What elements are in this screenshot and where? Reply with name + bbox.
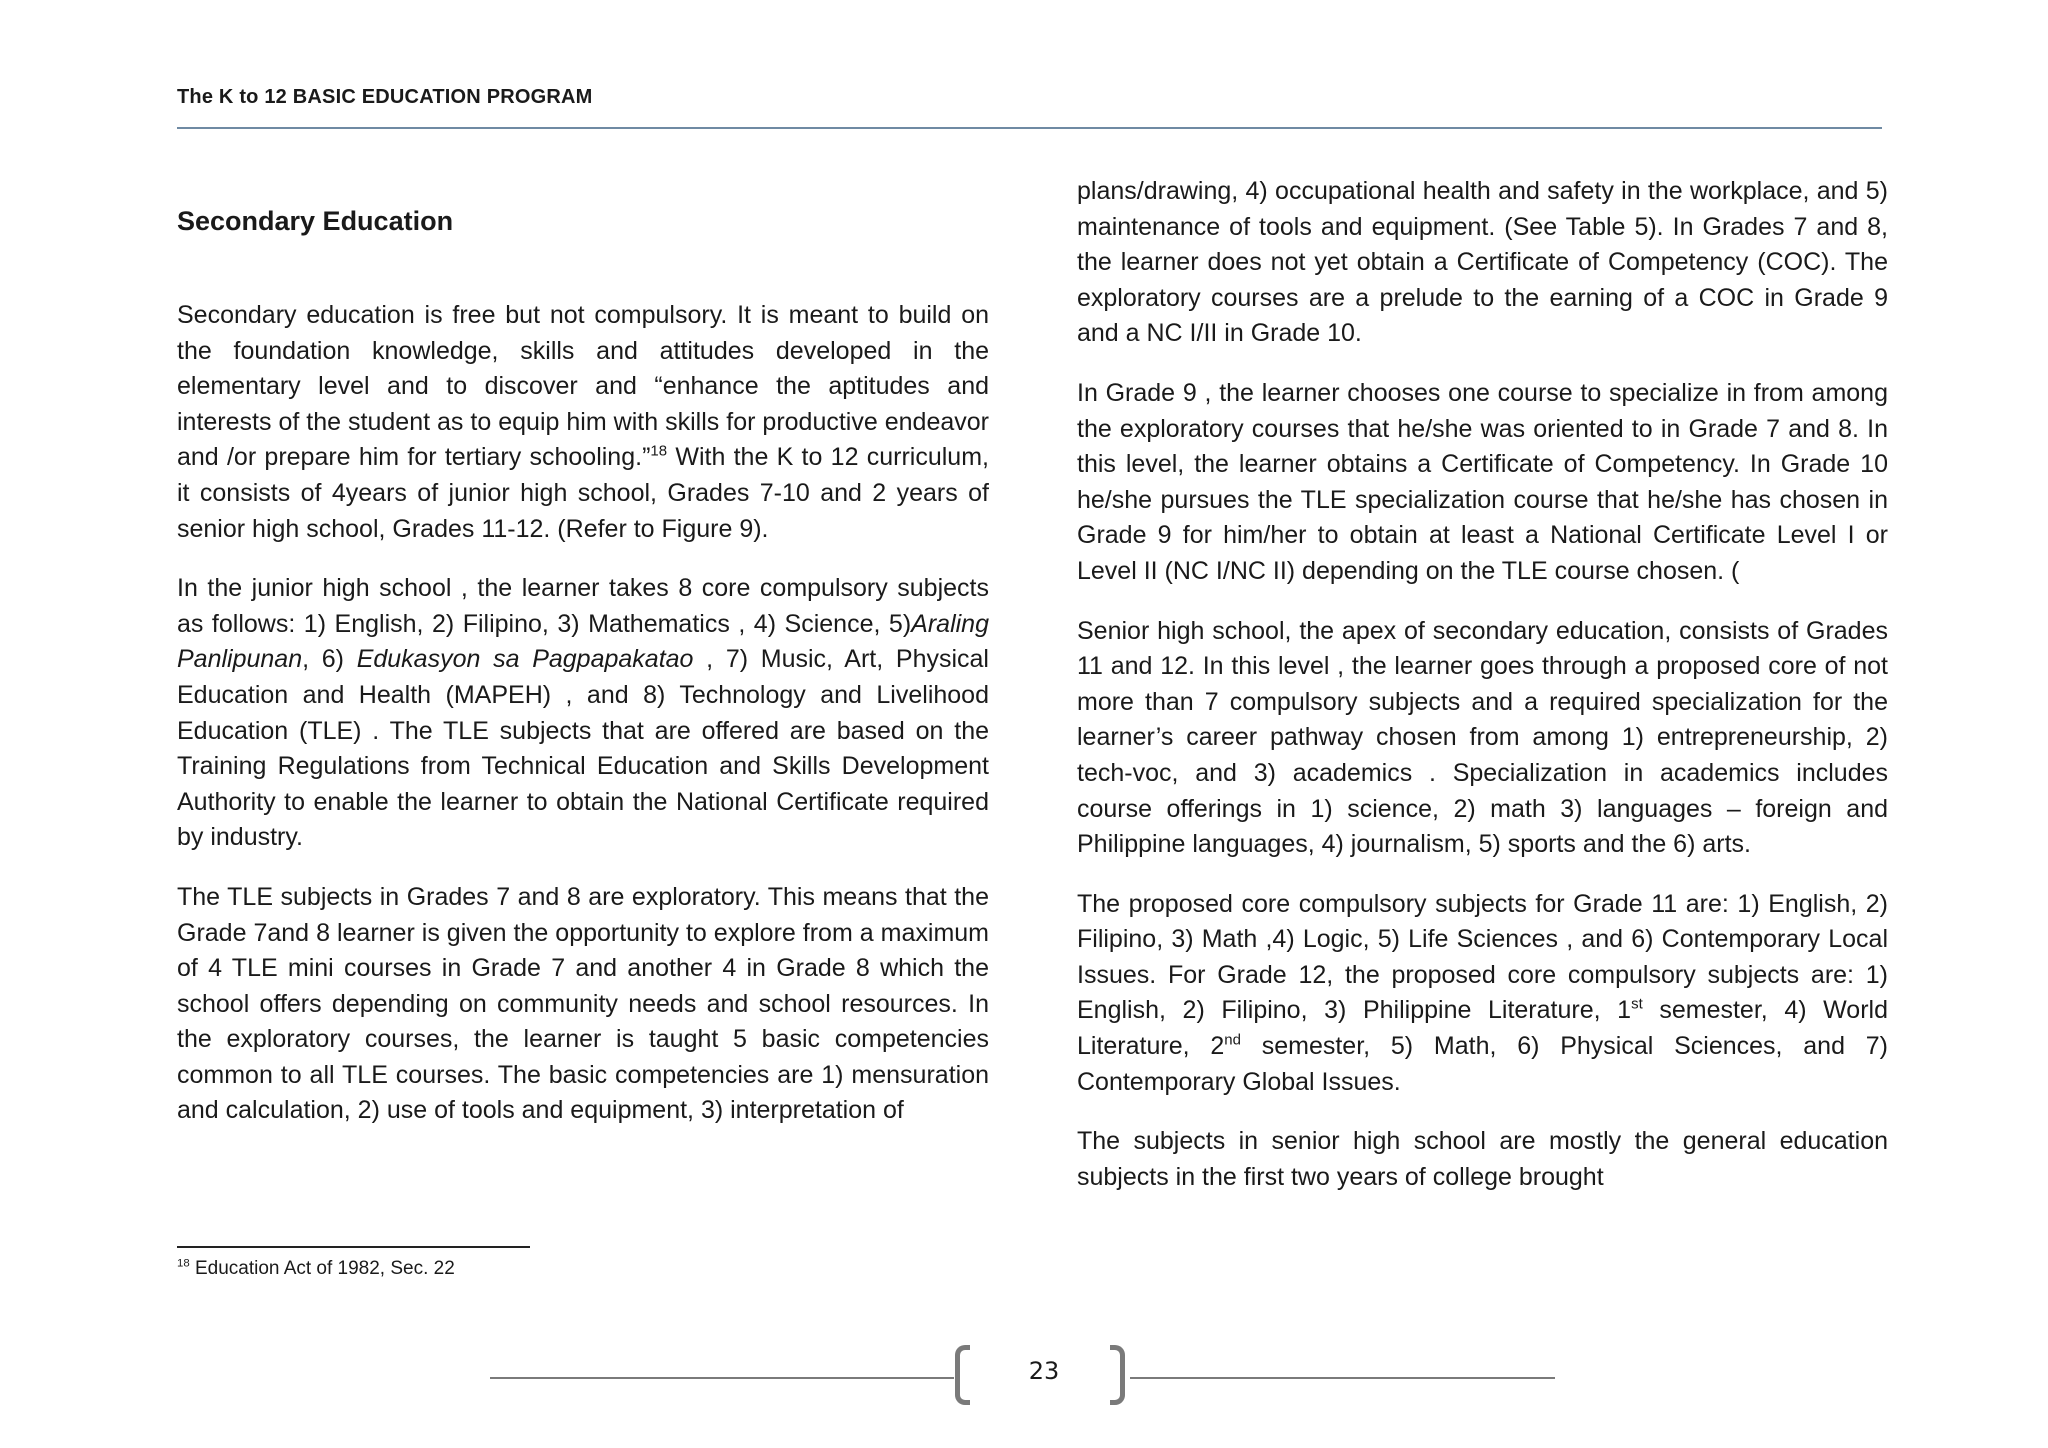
paragraph-senior-high-school: Senior high school, the apex of secondary education, consists of Grades 11 and 12. In this level , the learner goes through a proposed core of not more than 7 compulsory subjects and a required specialization for the learner’s career pathway chosen from among 1) entrepreneurship, 2) tech-voc, and 3) academics . Specialization in academics includes course offerings in 1) science, 2) math 3) languages – foreign and Philippine languages, 4) journalism, 5) sports and the 6) arts. [1077,616,1888,859]
paragraph-tle-exploratory: The TLE subjects in Grades 7 and 8 are exploratory. This means that the Grade 7and 8 learner is given the opportunity to explore from a maximum of 4 TLE mini courses in Grade 7 and another 4 in Grade 8 which the school offers depending on community needs and school resources. In the exploratory courses, the learner is taught 5 basic competencies common to all TLE courses. The basic competencies are 1) mensuration and calculation, 2) use of tools and equipment, 3) interpretation of [177,882,989,1125]
paragraph-grade-9-specialization: In Grade 9 , the learner chooses one course to specialize in from among the exploratory courses that he/she was oriented to in Grade 7 and 8. In this level, the learner obtains a Certificate of Competency. In Grade 10 he/she pursues the TLE specialization course that he/she has chosen in Grade 9 for him/her to obtain at least a National Certificate Level I or Level II (NC I/NC II) depending on the TLE course chosen. ( [1077,378,1888,585]
footer-line-left [490,1377,954,1379]
footer-line-right [1130,1377,1555,1379]
section-title: Secondary Education [177,206,454,236]
page-number: 23 [1028,1357,1060,1385]
running-header-title: The K to 12 BASIC EDUCATION PROGRAM [177,86,593,108]
paragraph-general-education-subjects: The subjects in senior high school are mostly the general education subjects in the first two years of college brought [1077,1127,1888,1191]
paragraph-core-compulsory-subjects: The proposed core compulsory subjects for Grade 11 are: 1) English, 2) Filipino, 3) Math ,4) Logic, 5) Life Sciences , and 6) Contemporary Local Issues. For Grade 12, the proposed core compulsory subjects are: 1) English, 2) Filipino, 3) Philippine Literature, 1st semester, 4) World Literature, 2nd semester, 5) Math, 6) Physical Sciences, and 7) Contemporary Global Issues. [1077,889,1888,1096]
paragraph-junior-high-core-subjects: In the junior high school , the learner takes 8 core compulsory subjects as follows: 1) English, 2) Filipino, 3) Mathematics , 4) Science, 5)Araling Panlipunan, 6) Edukasyon sa Pagpapakatao , 7) Music, Art, Physical Education and Health (MAPEH) , and 8) Technology and Livelihood Education (TLE) . The TLE subjects that are offered are based on the Training Regulations from Technical Education and Skills Development Authority to enable the learner to obtain the National Certificate required by industry. [177,574,989,852]
footnote-reference[interactable]: 18 [650,443,668,461]
footnote-number: 18 [177,1257,190,1270]
footnote-divider [177,1246,530,1248]
header-divider [177,127,1882,129]
paragraph-secondary-education-intro: Secondary education is free but not compulsory. It is meant to build on the foundation knowledge, skills and attitudes developed in the elementary level and to discover and “enhance the aptitudes and interests of the student as to equip him with skills for productive endeavor and /or prepare him for tertiary schooling.”$^{18}$ With the K to 12 curriculum, it consists of 4years of junior high school, Grades 7-10 and 2 years of senior high school, Grades 11-12. (Refer to Figure 9). [177,301,989,543]
right-column [1077,174,1888,1219]
right-brace-ornament [1110,1345,1125,1405]
left-brace-ornament [955,1345,970,1405]
paragraph-basic-competencies-cont: plans/drawing, 4) occupational health and safety in the workplace, and 5) maintenance of tools and equipment. (See Table 5). In Grades 7 and 8, the learner does not yet obtain a Certificate of Competency (COC). The exploratory courses are a prelude to the earning of a COC in Grade 9 and a NC I/II in Grade 10. [1077,177,1888,348]
left-column [177,298,989,1153]
footnote: $^{18}$ Education Act of 1982, Sec. 22 [177,1257,455,1279]
